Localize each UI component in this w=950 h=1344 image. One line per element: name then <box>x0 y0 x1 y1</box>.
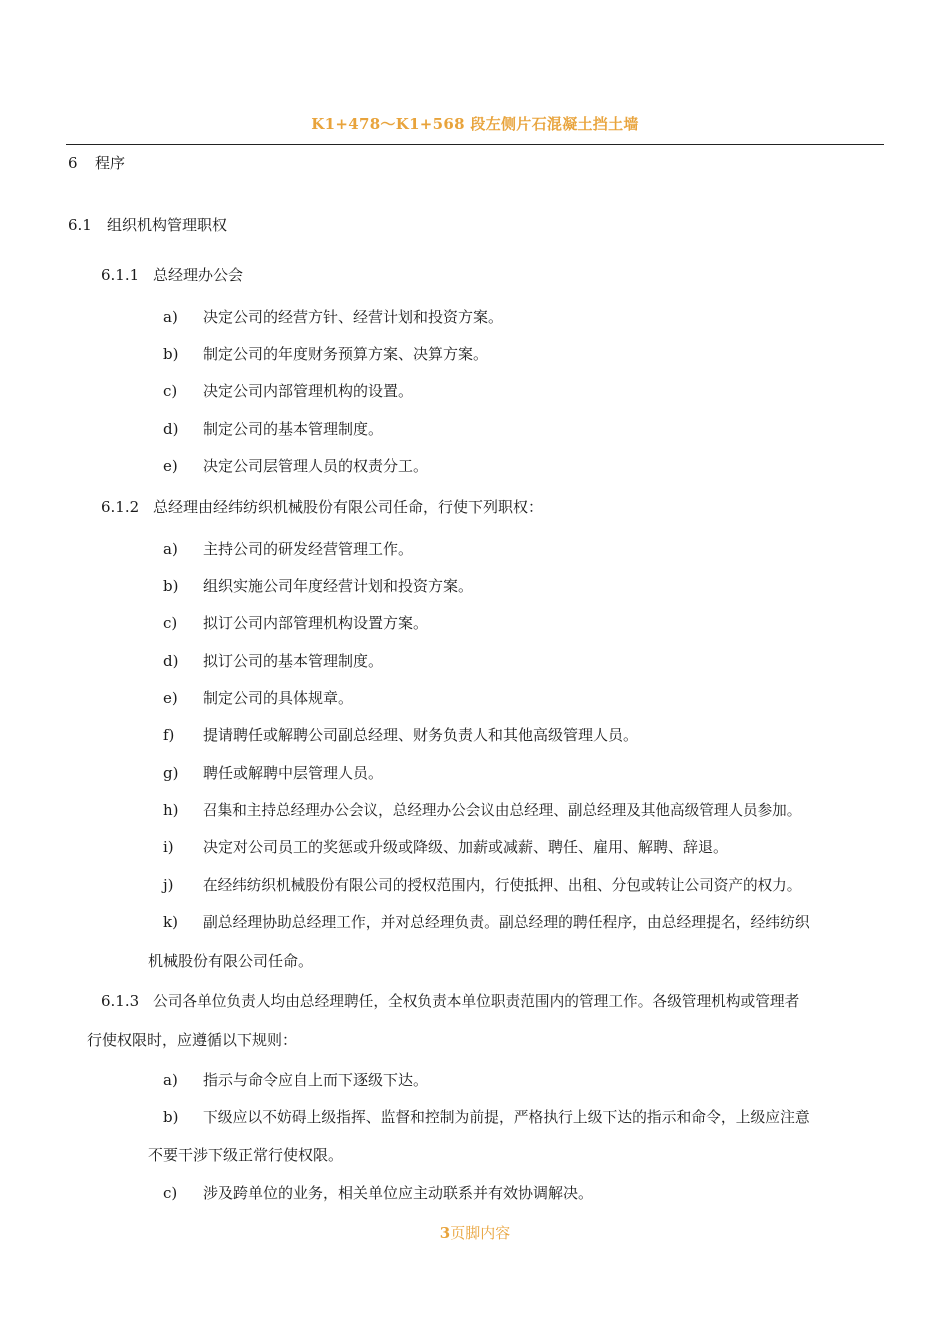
list-item-text: 涉及跨单位的业务，相关单位应主动联系并有效协调解决。 <box>203 1184 594 1202</box>
list-item-text: 提请聘任或解聘公司副总经理、财务负责人和其他高级管理人员。 <box>203 726 639 744</box>
list-item-label: k) <box>163 913 178 931</box>
list-item-text: 制定公司的具体规章。 <box>203 689 354 707</box>
list-item-text: 指示与命令应自上而下逐级下达。 <box>203 1071 429 1089</box>
list-item-text: 副总经理协助总经理工作，并对总经理负责。副总经理的聘任程序，由总经理提名，经纬纺织 <box>203 914 810 931</box>
clause-title: 总经理办公会 <box>153 266 244 284</box>
list-item-text: 决定公司内部管理机构的设置。 <box>203 382 414 400</box>
subsection-title: 组织机构管理职权 <box>107 216 228 234</box>
footer-text: 页脚内容 <box>450 1224 511 1242</box>
list-item <box>163 1070 428 1090</box>
list-item-text: 召集和主持总经理办公会议，总经理办公会议由总经理、副总经理及其他高级管理人员参加。 <box>203 802 802 819</box>
header-divider <box>66 144 884 145</box>
list-item <box>163 613 428 633</box>
list-item-label: c) <box>163 382 178 400</box>
list-item <box>163 1183 593 1203</box>
list-item <box>163 456 428 476</box>
section-heading <box>68 153 125 173</box>
clause-paragraph <box>101 991 799 1012</box>
list-item <box>163 381 413 401</box>
clause-number: 6.1.1 <box>101 266 140 284</box>
page-header-title: K1+478～K1+568 段左侧片石混凝土挡土墙 <box>311 115 639 133</box>
list-item <box>163 1107 810 1128</box>
clause-title: 总经理由经纬纺织机械股份有限公司任命，行使下列职权： <box>153 498 544 516</box>
list-item <box>163 576 473 596</box>
list-item-text: 聘任或解聘中层管理人员。 <box>203 764 384 782</box>
list-item-text: 决定对公司员工的奖惩或升级或降级、加薪或减薪、聘任、雇用、解聘、辞退。 <box>203 838 729 856</box>
section-number: 6 <box>68 154 78 172</box>
list-item-continuation: 机械股份有限公司任命。 <box>148 952 314 970</box>
list-item-text: 决定公司层管理人员的权责分工。 <box>203 457 429 475</box>
list-item-label: a) <box>163 540 178 558</box>
list-item-text: 在经纬纺织机械股份有限公司的授权范围内，行使抵押、出租、分包或转让公司资产的权力。 <box>203 877 802 894</box>
list-item <box>163 800 801 821</box>
list-item-text: 拟订公司内部管理机构设置方案。 <box>203 614 429 632</box>
list-item <box>163 837 728 857</box>
page-number: 3 <box>439 1224 451 1242</box>
list-item-label: i) <box>163 838 174 856</box>
clause-heading <box>101 265 243 285</box>
list-item-label: c) <box>163 1184 178 1202</box>
list-item-label: b) <box>163 345 179 363</box>
list-item-label: g) <box>163 764 179 782</box>
list-item-text: 拟订公司的基本管理制度。 <box>203 652 384 670</box>
list-item <box>163 725 638 745</box>
list-item <box>163 419 383 439</box>
list-item-label: c) <box>163 614 178 632</box>
list-item-text: 决定公司的经营方针、经营计划和投资方案。 <box>203 308 504 326</box>
list-item-text: 组织实施公司年度经营计划和投资方案。 <box>203 577 474 595</box>
section-title: 程序 <box>95 154 126 172</box>
list-item-text: 制定公司的基本管理制度。 <box>203 420 384 438</box>
clause-text: 公司各单位负责人均由总经理聘任，全权负责本单位职责范围内的管理工作。各级管理机构或管理者 <box>153 993 800 1010</box>
list-item-text: 制定公司的年度财务预算方案、决算方案。 <box>203 345 489 363</box>
list-item-label: d) <box>163 652 179 670</box>
list-item-label: d) <box>163 420 179 438</box>
list-item <box>163 307 503 327</box>
list-item-continuation: 不要干涉下级正常行使权限。 <box>148 1146 344 1164</box>
list-item-label: b) <box>163 577 179 595</box>
list-item <box>163 651 383 671</box>
list-item-label: e) <box>163 689 178 707</box>
clause-number: 6.1.2 <box>101 498 140 516</box>
list-item <box>163 912 810 933</box>
list-item <box>163 344 488 364</box>
list-item-label: a) <box>163 1071 178 1089</box>
list-item <box>163 875 801 896</box>
list-item-label: f) <box>163 726 175 744</box>
list-item <box>163 688 353 708</box>
list-item-text: 主持公司的研发经营管理工作。 <box>203 540 414 558</box>
list-item-label: e) <box>163 457 178 475</box>
list-item-label: j) <box>163 876 174 894</box>
list-item-label: b) <box>163 1108 179 1126</box>
list-item <box>163 763 383 783</box>
subsection-number: 6.1 <box>68 216 92 234</box>
list-item-text: 下级应以不妨碍上级指挥、监督和控制为前提，严格执行上级下达的指示和命令，上级应注意 <box>203 1109 810 1126</box>
list-item-label: h) <box>163 801 179 819</box>
clause-heading <box>101 497 543 517</box>
page-footer <box>0 1222 950 1243</box>
list-item-label: a) <box>163 308 178 326</box>
clause-continuation: 行使权限时，应遵循以下规则： <box>87 1031 298 1049</box>
subsection-heading <box>68 215 227 235</box>
clause-number: 6.1.3 <box>101 992 140 1010</box>
list-item <box>163 539 413 559</box>
